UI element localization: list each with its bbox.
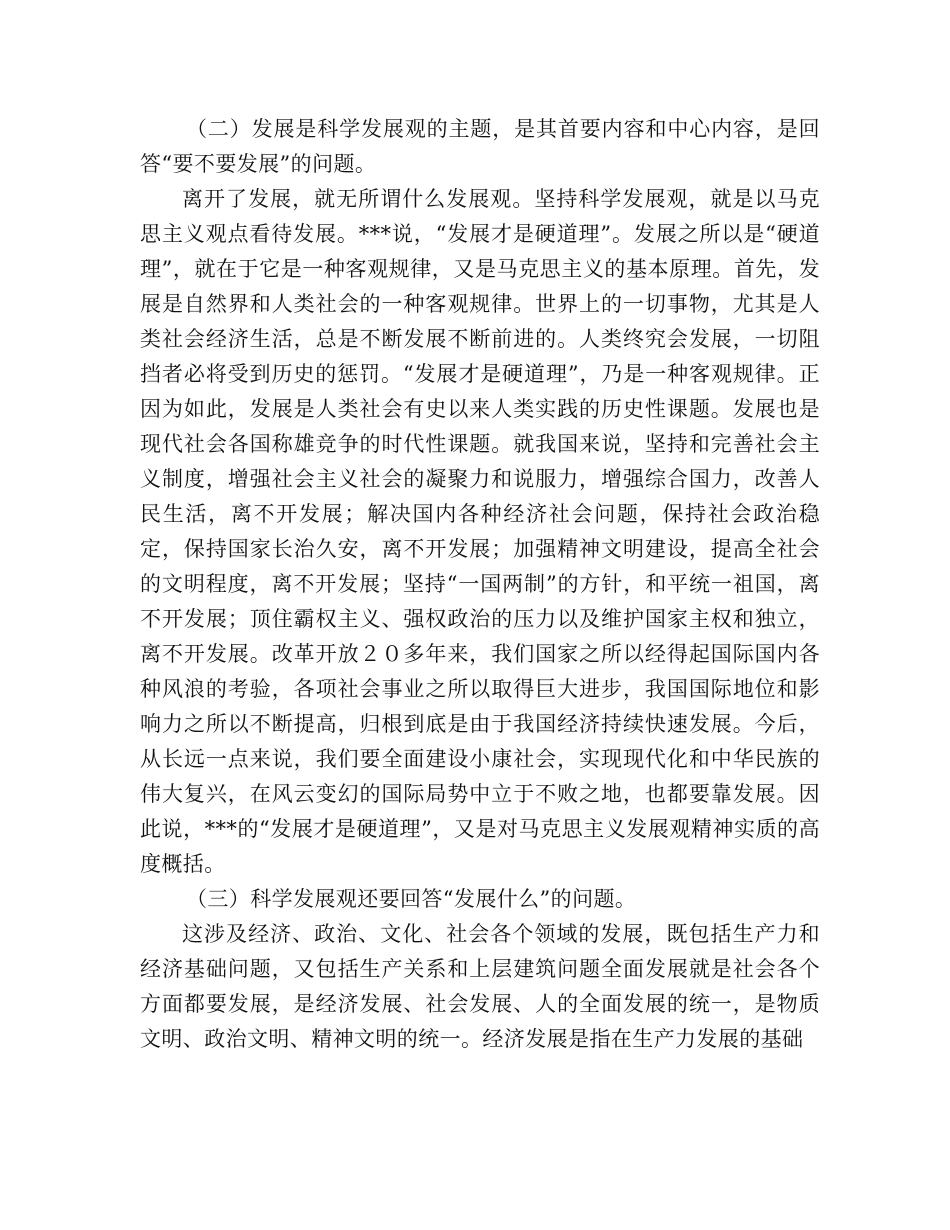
- document-body: [140, 112, 820, 1057]
- section-heading-two: （二）发展是科学发展观的主题，是其首要内容和中心内容，是回答“要不要发展”的问题。: [140, 117, 820, 176]
- body-paragraph: 离开了发展，就无所谓什么发展观。坚持科学发展观，就是以马克思主义观点看待发展。***说，“发展才是硬道理”。发展之所以是“硬道理”，就在于它是一种客观规律，又是马克思主义的基本原理。首先，发展是自然界和人类社会的一种客观规律。世界上的一切事物，尤其是人类社会经济生活，总是不断发展不断前进的。人类终究会发展，一切阻挡者必将受到历史的惩罚。“发展才是硬道理”，乃是一种客观规律。正因为如此，发展是人类社会有史以来人类实践的历史性课题。发展也是现代社会各国称雄竞争的时代性课题。就我国来说，坚持和完善社会主义制度，增强社会主义社会的凝聚力和说服力，增强综合国力，改善人民生活，离不开发展；解决国内各种经济社会问题，保持社会政治稳定，保持国家长治久安，离不开发展；加强精神文明建设，提高全社会的文明程度，离不开发展；坚持“一国两制”的方针，和平统一祖国，离不开发展；顶住霸权主义、强权政治的压力以及维护国家主权和独立，离不开发展。改革开放２０多年来，我们国家之所以经得起国际国内各种风浪的考验，各项社会事业之所以取得巨大进步，我国国际地位和影响力之所以不断提高，归根到底是由于我国经济持续快速发展。今后，从长远一点来说，我们要全面建设小康社会，实现现代化和中华民族的伟大复兴，在风云变幻的国际局势中立于不败之地，也都要靠发展。因此说，***的“发展才是硬道理”，又是对马克思主义发展观精神实质的高度概括。: [140, 187, 820, 876]
- section-heading-three: （三）科学发展观还要回答“发展什么”的问题。: [186, 887, 637, 911]
- body-paragraph: 这涉及经济、政治、文化、社会各个领域的发展，既包括生产力和经济基础问题，又包括生产关系和上层建筑问题全面发展就是社会各个方面都要发展，是经济发展、社会发展、人的全面发展的统一，是物质文明、政治文明、精神文明的统一。经济发展是指在生产力发展的基础: [140, 922, 820, 1051]
